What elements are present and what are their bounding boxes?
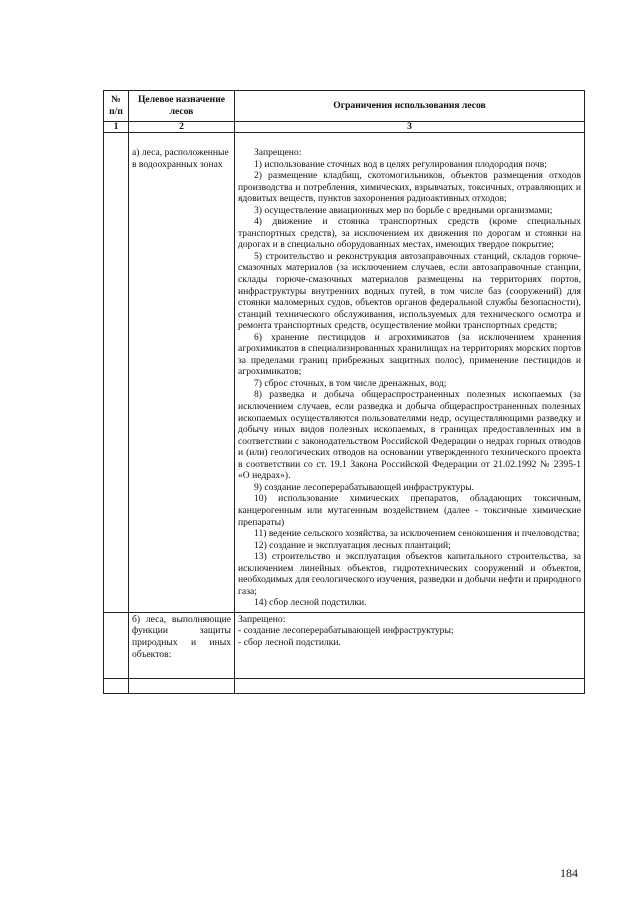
column-number-2: 2 [129, 122, 235, 133]
empty-cell [129, 678, 235, 693]
restriction-item: 12) создание и эксплуатация лесных плантаций; [254, 539, 451, 551]
table-row [104, 612, 585, 678]
restriction-item: 4) движение и стоянка транспортных средств (кроме специальных транспортных средств), за исключением их движения по дорогам и стоянки на дорогах и в специально оборудованных местах, имеющих твердое покрытие; [238, 216, 581, 251]
restriction-item: - сбор лесной подстилки. [238, 636, 341, 648]
restriction-item: 2) размещение кладбищ, скотомогильников, объектов размещения отходов производства и потребления, химических, взрывчатых, токсичных, отравляющих и ядовитых веществ, пунктов захоронения радиоактивных отходов; [238, 170, 581, 205]
table-header-row [104, 91, 585, 122]
restriction-item: Запрещено: [238, 613, 286, 625]
restriction-item: 7) сброс сточных, в том числе дренажных, вод; [254, 377, 447, 389]
header-purpose: Целевое назначение лесов [129, 91, 235, 122]
empty-cell [104, 678, 129, 693]
empty-table-row [104, 678, 585, 693]
restriction-item: 8) разведка и добыча общераспространенных полезных ископаемых (за исключением случаев, если разведка и добыча общераспространенных полезных ископаемых осуществляются пользователями недр, осуществляющими разведку и добычу иных видов полезных ископаемых, в границах предоставленных им в соответствии с законодательством Российской Федерации о недрах горных отводов и (или) геологических отводов на основании утвержденного технического проекта в соответствии со ст. 19.1 Закона Российской Федерации от 21.02.1992 № 2395-1 «О недрах»). [238, 389, 581, 482]
restriction-item: - создание лесоперерабатывающей инфраструктуры; [238, 625, 454, 637]
restriction-item: 11) ведение сельского хозяйства, за исключением сенокошения и пчеловодства; [254, 528, 580, 540]
row-number-cell [104, 133, 129, 613]
row-number-cell [104, 612, 129, 678]
restrictions-cell [235, 612, 585, 678]
header-restrictions: Ограничения использования лесов [235, 91, 585, 122]
restriction-item: 3) осуществление авиационных мер по борьбе с вредными организмами; [254, 204, 553, 216]
purpose-text: а) леса, расположенные в водоохранных зонах [132, 147, 229, 170]
restriction-item: Запрещено: [254, 147, 302, 158]
purpose-cell [129, 612, 235, 678]
restriction-item: 9) создание лесоперерабатывающей инфраструктуры. [254, 481, 475, 493]
restrictions-cell [235, 133, 585, 613]
column-number-1: 1 [104, 122, 129, 133]
page-number: 184 [560, 866, 578, 880]
restriction-item: 1) использование сточных вод в целях регулирования плодородия почв; [254, 158, 547, 170]
restriction-item: 13) строительство и эксплуатация объектов капитального строительства, за исключением линейных объектов, гидротехнических сооружений и объектов, необходимых для геологического изучения, разведки и добычи нефти и природного газа; [238, 551, 581, 597]
restriction-item: 5) строительство и реконструкция автозаправочных станций, складов горюче-смазочных материалов (за исключением случаев, если автозаправочные станции, склады горюче-смазочных материалов размещены на территориях портов, инфраструктуры внутренних водных путей, в том числе баз (сооружений) для стоянки маломерных судов, объектов органов федеральной службы безопасности), станций технического обслуживания, используемых для технического осмотра и ремонта транспортных средств, осуществление мойки транспортных средств; [238, 250, 581, 332]
restrictions-table [103, 90, 585, 694]
column-number-row [104, 122, 585, 133]
restriction-item: 6) хранение пестицидов и агрохимикатов (за исключением хранения агрохимикатов в специализированных хранилищах на территориях морских портов за пределами границ прибрежных защитных полос), применение пестицидов и агрохимикатов; [238, 331, 581, 378]
purpose-cell [129, 133, 235, 613]
restriction-item: 14) сбор лесной подстилки. [254, 597, 367, 609]
column-number-3: 3 [235, 122, 585, 133]
restriction-item: 10) использование химических препаратов, обладающих токсичным, канцерогенным или мутагенным воздействием (далее - токсичные химические препараты) [238, 493, 581, 528]
table-row [104, 133, 585, 613]
purpose-text: б) леса, выполняющие функции защиты природных и иных объектов: [132, 613, 231, 660]
empty-cell [235, 678, 585, 693]
header-number: № п/п [104, 91, 129, 122]
